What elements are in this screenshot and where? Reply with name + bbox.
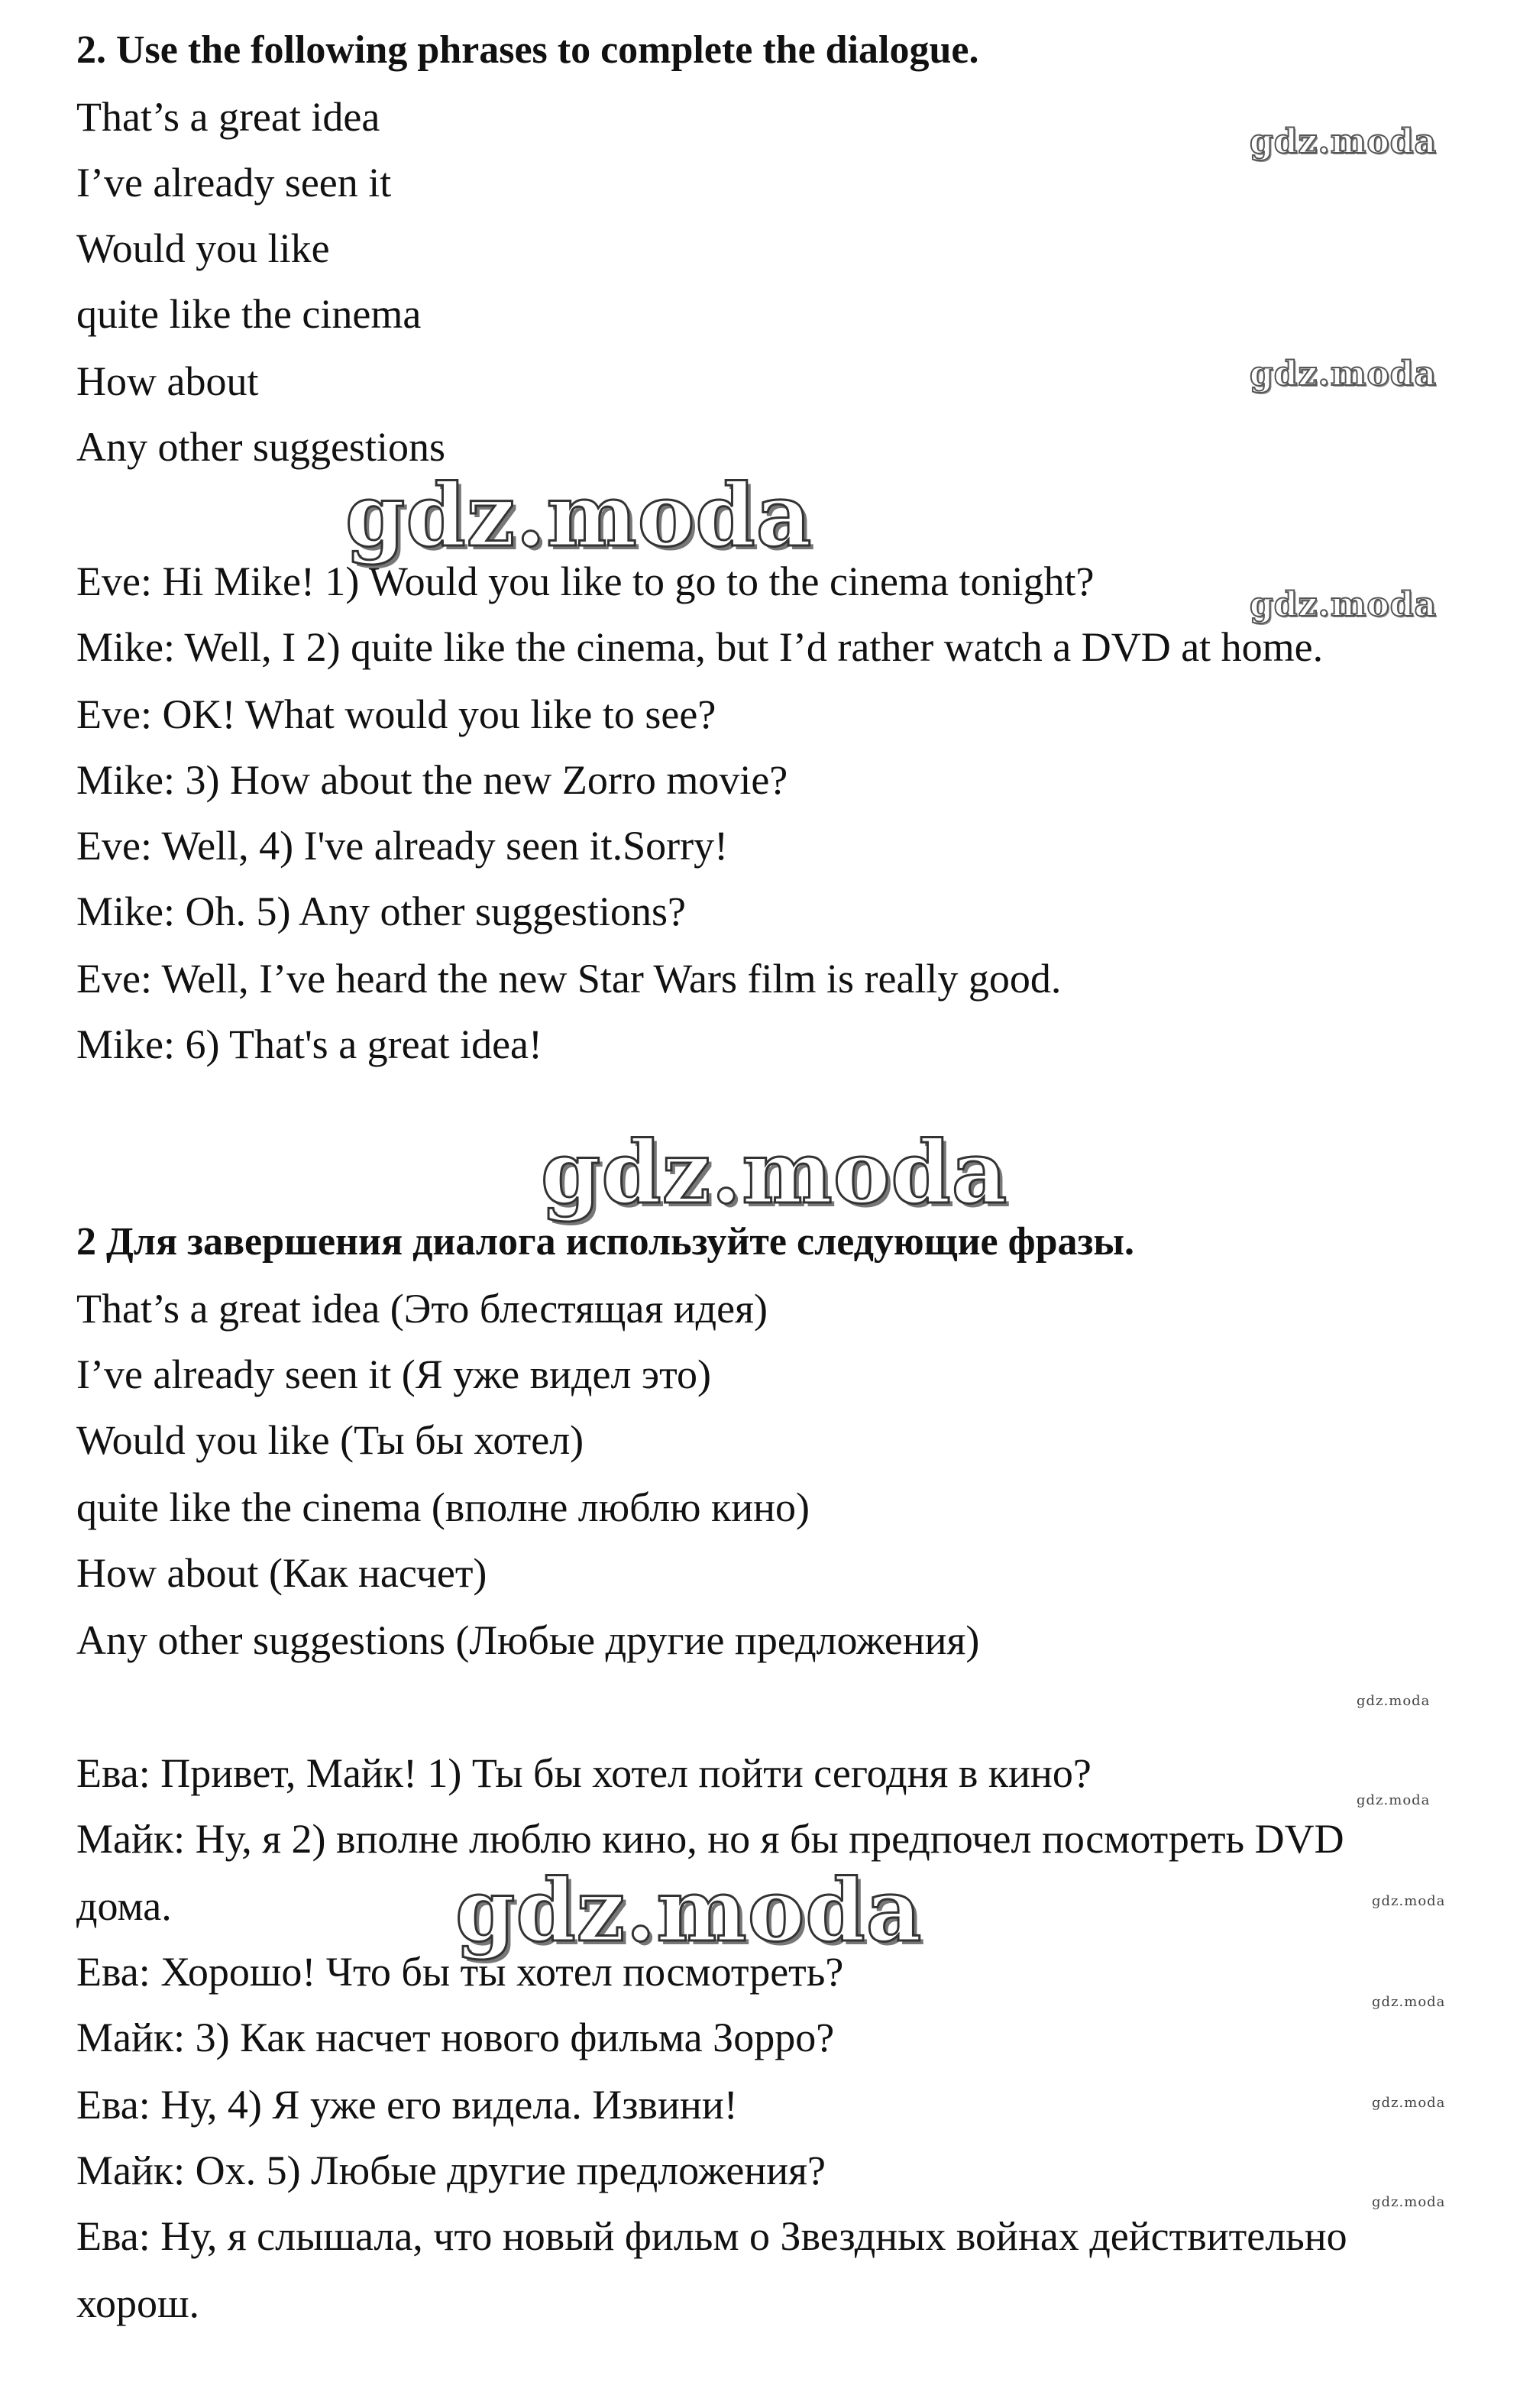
- dialogue-en-line-1: Eve: Hi Mike! 1) Would you like to go to the cinema tonight?: [76, 558, 1095, 604]
- task-heading-en: 2. Use the following phrases to complete the dialogue.: [76, 28, 979, 72]
- dialogue-en-line-7: Eve: Well, I’ve heard the new Star Wars film is really good.: [76, 956, 1062, 1002]
- watermark: gdz.moda: [345, 466, 813, 566]
- watermark: gdz.moda: [1357, 1792, 1431, 1808]
- dialogue-ru-line-4: Ева: Хорошо! Что бы ты хотел посмотреть?: [76, 1949, 844, 1995]
- phrase-ru-1: That’s a great idea (Это блестящая идея): [76, 1286, 768, 1332]
- dialogue-ru-line-6: Ева: Ну, 4) Я уже его видела. Извини!: [76, 2082, 738, 2128]
- dialogue-ru-line-3: дома.: [76, 1883, 172, 1929]
- phrase-ru-2: I’ve already seen it (Я уже видел это): [76, 1351, 711, 1397]
- phrase-ru-6: Any other suggestions (Любые другие предложения): [76, 1617, 980, 1663]
- dialogue-en-line-6: Mike: Oh. 5) Any other suggestions?: [76, 888, 686, 934]
- phrase-en-6: Any other suggestions: [76, 424, 445, 470]
- dialogue-ru-line-8: Ева: Ну, я слышала, что новый фильм о Звездных войнах действительно: [76, 2213, 1347, 2259]
- watermark: gdz.moda: [541, 1123, 1008, 1223]
- phrase-en-3: Would you like: [76, 225, 330, 271]
- watermark: gdz.moda: [1372, 2095, 1446, 2111]
- phrase-ru-5: How about (Как насчет): [76, 1550, 487, 1596]
- watermark: gdz.moda: [455, 1861, 923, 1961]
- watermark: gdz.moda: [1372, 1994, 1446, 2010]
- dialogue-en-line-8: Mike: 6) That's a great idea!: [76, 1021, 543, 1067]
- dialogue-ru-line-5: Майк: 3) Как насчет нового фильма Зорро?: [76, 2015, 835, 2060]
- watermark: gdz.moda: [1357, 1693, 1431, 1709]
- watermark: gdz.moda: [1250, 354, 1438, 393]
- watermark: gdz.moda: [1372, 1893, 1446, 1909]
- task-heading-ru: 2 Для завершения диалога используйте следующие фразы.: [76, 1220, 1135, 1264]
- dialogue-ru-line-9: хорош.: [76, 2280, 200, 2326]
- dialogue-ru-line-1: Ева: Привет, Майк! 1) Ты бы хотел пойти сегодня в кино?: [76, 1750, 1092, 1796]
- dialogue-en-line-5: Eve: Well, 4) I've already seen it.Sorry!: [76, 823, 729, 869]
- dialogue-en-line-2: Mike: Well, I 2) quite like the cinema, but I’d rather watch a DVD at home.: [76, 624, 1324, 670]
- watermark: gdz.moda: [1250, 122, 1438, 161]
- watermark: gdz.moda: [1250, 585, 1438, 624]
- dialogue-ru-line-7: Майк: Ох. 5) Любые другие предложения?: [76, 2147, 826, 2193]
- phrase-en-1: That’s a great idea: [76, 94, 380, 140]
- phrase-en-5: How about: [76, 358, 259, 404]
- watermark: gdz.moda: [1372, 2194, 1446, 2210]
- dialogue-en-line-4: Mike: 3) How about the new Zorro movie?: [76, 757, 788, 803]
- phrase-ru-3: Would you like (Ты бы хотел): [76, 1417, 584, 1463]
- phrase-en-2: I’ve already seen it: [76, 160, 392, 206]
- dialogue-ru-line-2: Майк: Ну, я 2) вполне люблю кино, но я бы предпочел посмотреть DVD: [76, 1816, 1344, 1862]
- dialogue-en-line-3: Eve: OK! What would you like to see?: [76, 691, 716, 737]
- phrase-en-4: quite like the cinema: [76, 291, 422, 337]
- phrase-ru-4: quite like the cinema (вполне люблю кино): [76, 1484, 810, 1530]
